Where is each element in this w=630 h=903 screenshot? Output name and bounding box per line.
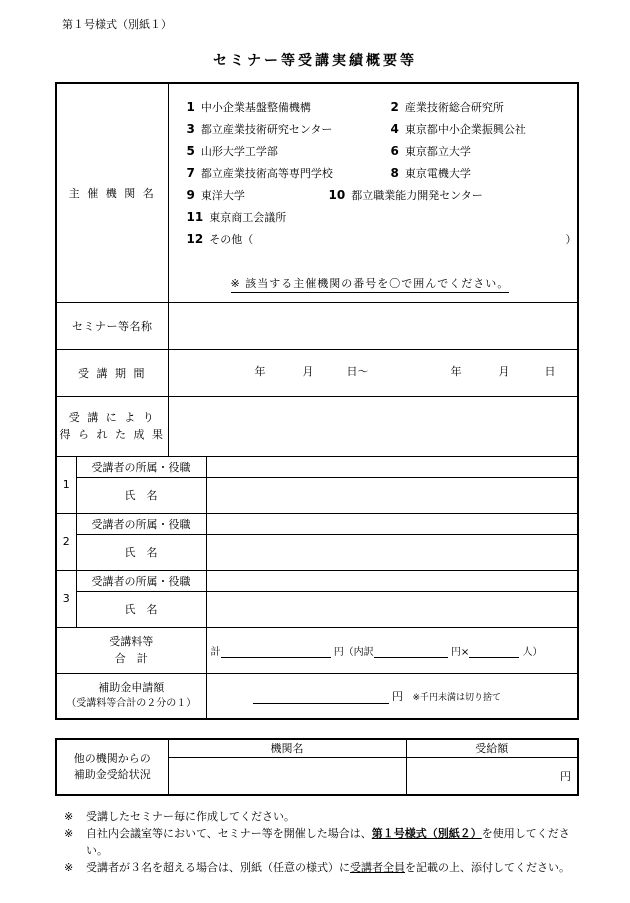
fees-row — [56, 627, 578, 673]
organizer-option[interactable]: 10 都立職業能力開発センター — [328, 187, 483, 202]
note-item: ※ 受講者が３名を超える場合は、別紙（任意の様式）に受講者全員を記載の上、添付してください。 — [64, 861, 570, 874]
affiliation-label: 受講者の所属・役職 — [76, 456, 206, 477]
name-field[interactable] — [206, 477, 578, 513]
name-field[interactable] — [206, 534, 578, 570]
organizer-label: 主 催 機 関 名 — [56, 83, 168, 302]
period-start-day: 日～ — [346, 364, 369, 378]
attendee-3-affiliation-row — [56, 570, 578, 591]
name-field[interactable] — [206, 591, 578, 627]
col-amount: 受給額 — [406, 739, 578, 757]
results-label: 受 講 に よ り 得 ら れ た 成 果 — [56, 396, 168, 456]
organizer-option[interactable]: 9 東洋大学 — [186, 187, 245, 202]
fees-count-blank[interactable] — [469, 645, 519, 658]
organizer-option-other[interactable]: 12 その他（ ） — [186, 231, 577, 246]
results-row — [56, 396, 578, 456]
organizer-option[interactable]: 3 都立産業技術研究センター — [186, 121, 333, 136]
other-subsidy-table — [55, 738, 579, 796]
results-field[interactable] — [168, 396, 578, 456]
organizer-row — [56, 83, 578, 302]
affiliation-field[interactable] — [206, 456, 578, 477]
note-item: ※ 自社内会議室等において、セミナー等を開催した場合は、第１号様式（別紙２）を使用してください。 — [64, 827, 570, 857]
period-start-month: 月 — [302, 364, 314, 378]
fees-field[interactable]: 計 円（内訳 円× 人） — [206, 627, 578, 673]
attendee-3-name-row — [56, 591, 578, 627]
organizer-option[interactable]: 6 東京都立大学 — [390, 143, 471, 158]
period-start-year: 年 — [254, 364, 266, 378]
col-org-name: 機関名 — [168, 739, 406, 757]
name-label: 氏 名 — [76, 591, 206, 627]
period-end-year: 年 — [450, 364, 462, 378]
period-end-month: 月 — [498, 364, 510, 378]
seminar-name-field[interactable] — [168, 302, 578, 349]
period-row — [56, 349, 578, 396]
affiliation-label: 受講者の所属・役職 — [76, 513, 206, 534]
organizer-option[interactable]: 2 産業技術総合研究所 — [390, 99, 504, 114]
period-label: 受 講 期 間 — [56, 349, 168, 396]
subsidy-row — [56, 673, 578, 719]
fees-label: 受講料等 合 計 — [56, 627, 206, 673]
organizer-options[interactable] — [168, 83, 578, 302]
fees-total-blank[interactable] — [221, 645, 331, 658]
organizer-option[interactable]: 11 東京商工会議所 — [186, 209, 287, 224]
attendee-number: 3 — [56, 570, 76, 627]
attendee-1-name-row — [56, 477, 578, 513]
note-item: ※ 受講したセミナー毎に作成してください。 — [64, 810, 295, 823]
subsidy-field[interactable]: 円 ※千円未満は切り捨て — [206, 673, 578, 719]
attendee-2-name-row — [56, 534, 578, 570]
organizer-option[interactable]: 7 都立産業技術高等専門学校 — [186, 165, 333, 180]
organizer-option[interactable]: 8 東京電機大学 — [390, 165, 471, 180]
other-subsidy-label: 他の機関からの 補助金受給状況 — [56, 739, 168, 795]
seminar-name-label: セミナー等名称 — [56, 302, 168, 349]
other-org-field[interactable] — [168, 757, 406, 795]
subsidy-amount-blank[interactable] — [253, 691, 389, 704]
page-title: セミナー等受講実績概要等 — [213, 53, 417, 69]
subsidy-label: 補助金申請額 （受講料等合計の２分の１） — [56, 673, 206, 719]
attendee-number: 1 — [56, 456, 76, 513]
organizer-note: ※ 該当する主催機関の番号を〇で囲んでください。 — [231, 275, 510, 293]
name-label: 氏 名 — [76, 477, 206, 513]
seminar-name-row — [56, 302, 578, 349]
organizer-option[interactable]: 1 中小企業基盤整備機構 — [186, 99, 311, 114]
organizer-option[interactable]: 4 東京都中小企業振興公社 — [390, 121, 526, 136]
period-end-day: 日 — [544, 364, 556, 378]
main-form-table — [55, 82, 579, 720]
other-amount-field[interactable]: 円 — [406, 757, 578, 795]
affiliation-field[interactable] — [206, 513, 578, 534]
attendee-2-affiliation-row — [56, 513, 578, 534]
notes — [64, 808, 584, 876]
affiliation-label: 受講者の所属・役職 — [76, 570, 206, 591]
attendee-1-affiliation-row — [56, 456, 578, 477]
organizer-option[interactable]: 5 山形大学工学部 — [186, 143, 278, 158]
period-field[interactable] — [168, 349, 578, 396]
fees-unit-blank[interactable] — [374, 645, 448, 658]
attendee-number: 2 — [56, 513, 76, 570]
name-label: 氏 名 — [76, 534, 206, 570]
form-id: 第１号様式（別紙１） — [62, 18, 172, 31]
affiliation-field[interactable] — [206, 570, 578, 591]
